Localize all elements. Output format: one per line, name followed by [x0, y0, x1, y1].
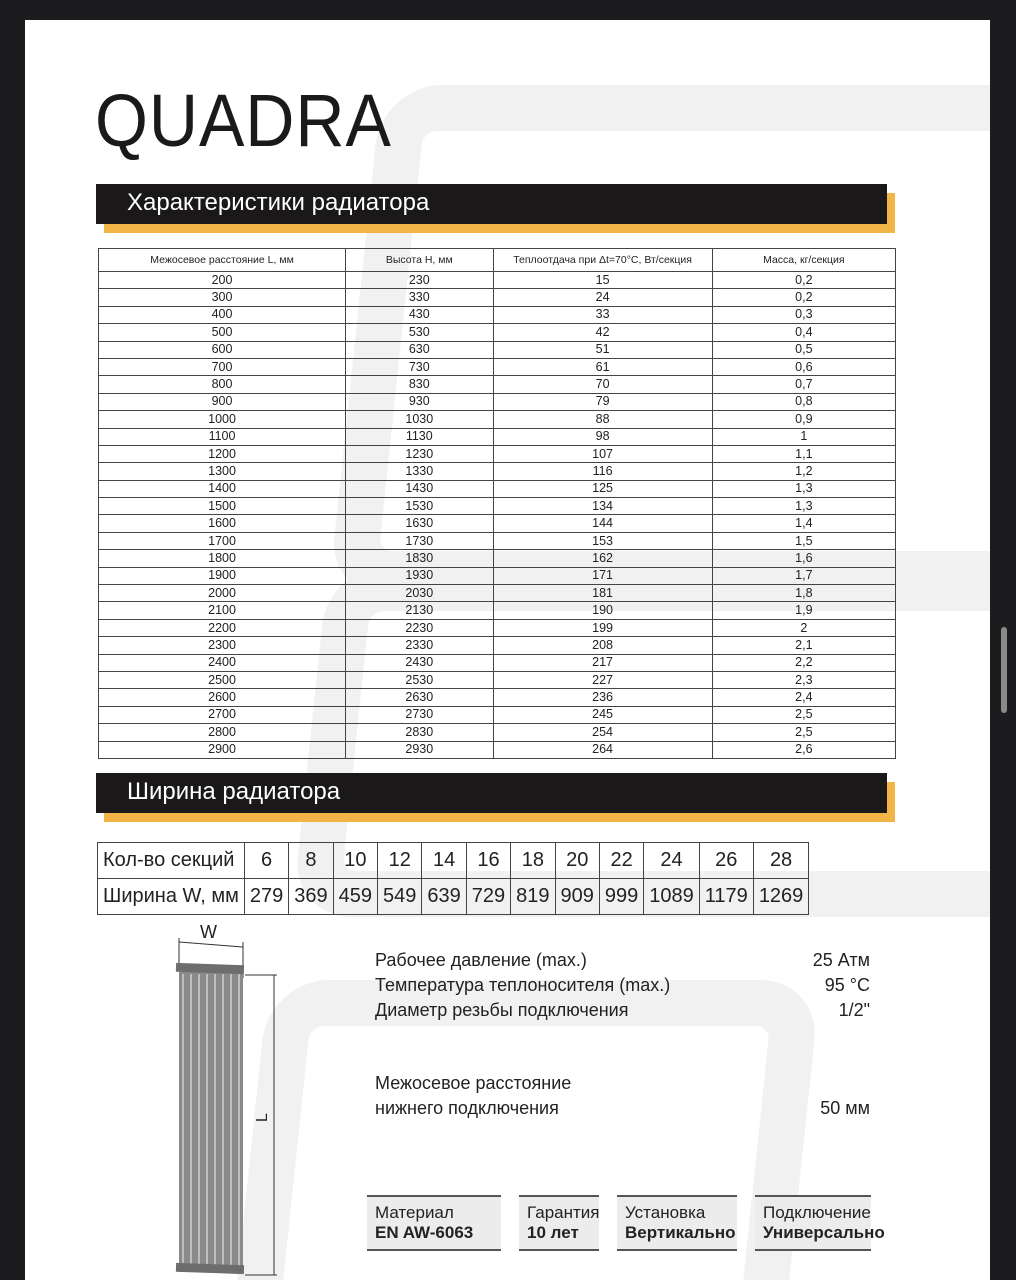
table-cell: 1900 — [99, 567, 346, 584]
section-heading: Ширина радиатора — [96, 773, 887, 813]
sections-cell: 16 — [466, 843, 510, 879]
width-cell: 369 — [289, 879, 333, 915]
footer-value: Универсально — [763, 1223, 885, 1242]
sections-cell: 26 — [699, 843, 753, 879]
spec-label: Межосевое расстояние — [375, 1073, 572, 1093]
table-cell: 79 — [493, 393, 712, 410]
table-cell: 2530 — [346, 671, 493, 688]
table-row — [99, 324, 896, 341]
spec-label: Рабочее давление (max.) — [375, 950, 587, 970]
table-row — [99, 445, 896, 462]
table-cell: 2830 — [346, 724, 493, 741]
spec-value: 50 мм — [820, 1098, 870, 1118]
footer-label: Гарантия — [527, 1203, 600, 1222]
sections-cell: 14 — [422, 843, 466, 879]
footer-value: Вертикально — [625, 1223, 736, 1242]
table-cell: 33 — [493, 306, 712, 323]
width-cell: 819 — [511, 879, 555, 915]
table-row — [99, 654, 896, 671]
table-cell: 181 — [493, 585, 712, 602]
table-row — [99, 689, 896, 706]
table-cell: 144 — [493, 515, 712, 532]
table-row — [99, 272, 896, 289]
table-cell: 24 — [493, 289, 712, 306]
sections-cell: 6 — [244, 843, 288, 879]
table-cell: 2 — [712, 619, 895, 636]
table-cell: 2400 — [99, 654, 346, 671]
table-cell: 0,7 — [712, 376, 895, 393]
spec-row — [375, 1096, 870, 1121]
section-heading: Характеристики радиатора — [96, 184, 887, 224]
table-cell: 1530 — [346, 498, 493, 515]
table-cell: 2,5 — [712, 724, 895, 741]
table-cell: 300 — [99, 289, 346, 306]
footer-value: 10 лет — [527, 1223, 579, 1242]
table-cell: 107 — [493, 445, 712, 462]
table-row — [99, 602, 896, 619]
table-cell: 0,8 — [712, 393, 895, 410]
table-cell: 2230 — [346, 619, 493, 636]
footer-label: Материал — [375, 1203, 454, 1222]
footer-value: EN AW-6063 — [375, 1223, 474, 1242]
table-cell: 0,5 — [712, 341, 895, 358]
sections-cell: 8 — [289, 843, 333, 879]
footer-installation — [617, 1195, 737, 1251]
table-row — [99, 532, 896, 549]
table-cell: 0,6 — [712, 358, 895, 375]
table-cell: 1,3 — [712, 480, 895, 497]
sections-cell: 18 — [511, 843, 555, 879]
scrollbar-thumb[interactable] — [1001, 627, 1007, 713]
table-cell: 2630 — [346, 689, 493, 706]
footer-label: Установка — [625, 1203, 706, 1222]
width-dimension-label: W — [200, 922, 217, 942]
table-cell: 1030 — [346, 411, 493, 428]
table-cell: 930 — [346, 393, 493, 410]
table-cell: 1,2 — [712, 463, 895, 480]
spec-row — [375, 973, 870, 998]
table-cell: 0,4 — [712, 324, 895, 341]
sections-cell: 12 — [378, 843, 422, 879]
sections-cell: 10 — [333, 843, 377, 879]
table-cell: 2,2 — [712, 654, 895, 671]
footer-warranty — [519, 1195, 599, 1251]
width-cell: 549 — [378, 879, 422, 915]
footer-label: Подключение — [763, 1203, 871, 1222]
table-row — [99, 393, 896, 410]
table-cell: 1,4 — [712, 515, 895, 532]
table-cell: 630 — [346, 341, 493, 358]
table-cell: 2500 — [99, 671, 346, 688]
table-cell: 2800 — [99, 724, 346, 741]
table-cell: 125 — [493, 480, 712, 497]
table-row — [99, 567, 896, 584]
radiator-diagram — [155, 920, 295, 1280]
table-cell: 1100 — [99, 428, 346, 445]
table-row — [99, 550, 896, 567]
table-cell: 900 — [99, 393, 346, 410]
table-cell: 1700 — [99, 532, 346, 549]
table-cell: 153 — [493, 532, 712, 549]
table-row — [99, 671, 896, 688]
column-header: Высота H, мм — [346, 249, 493, 272]
spec-label: Температура теплоносителя (max.) — [375, 975, 671, 995]
row-label: Ширина W, мм — [98, 879, 245, 915]
table-cell: 1130 — [346, 428, 493, 445]
table-cell: 200 — [99, 272, 346, 289]
table-cell: 530 — [346, 324, 493, 341]
table-cell: 2300 — [99, 637, 346, 654]
footer-material — [367, 1195, 501, 1251]
table-cell: 1 — [712, 428, 895, 445]
table-cell: 116 — [493, 463, 712, 480]
table-cell: 88 — [493, 411, 712, 428]
table-cell: 2000 — [99, 585, 346, 602]
table-cell: 1730 — [346, 532, 493, 549]
table-row — [99, 376, 896, 393]
table-cell: 264 — [493, 741, 712, 758]
width-cell: 729 — [466, 879, 510, 915]
width-cell: 1089 — [644, 879, 700, 915]
table-cell: 730 — [346, 358, 493, 375]
table-cell: 199 — [493, 619, 712, 636]
table-cell: 800 — [99, 376, 346, 393]
table-row — [99, 358, 896, 375]
table-cell: 1500 — [99, 498, 346, 515]
table-cell: 1830 — [346, 550, 493, 567]
table-cell: 1600 — [99, 515, 346, 532]
table-row — [99, 706, 896, 723]
table-row — [99, 585, 896, 602]
table-cell: 15 — [493, 272, 712, 289]
table-cell: 230 — [346, 272, 493, 289]
sections-cell: 28 — [753, 843, 809, 879]
table-cell: 2200 — [99, 619, 346, 636]
table-cell: 51 — [493, 341, 712, 358]
sections-cell: 24 — [644, 843, 700, 879]
table-cell: 1230 — [346, 445, 493, 462]
width-cell: 639 — [422, 879, 466, 915]
table-cell: 430 — [346, 306, 493, 323]
table-cell: 42 — [493, 324, 712, 341]
width-cell: 999 — [599, 879, 643, 915]
table-row — [99, 480, 896, 497]
footer-info — [367, 1195, 885, 1251]
table-cell: 190 — [493, 602, 712, 619]
technical-specs — [375, 948, 870, 1121]
spec-value: 95 °C — [824, 975, 870, 995]
table-cell: 1000 — [99, 411, 346, 428]
table-cell: 245 — [493, 706, 712, 723]
table-cell: 1,5 — [712, 532, 895, 549]
table-cell: 2100 — [99, 602, 346, 619]
table-cell: 0,2 — [712, 289, 895, 306]
table-cell: 830 — [346, 376, 493, 393]
table-row — [99, 515, 896, 532]
row-label: Кол-во секций — [98, 843, 245, 879]
width-cell: 1269 — [753, 879, 809, 915]
table-cell: 162 — [493, 550, 712, 567]
section-banner-characteristics — [96, 184, 887, 224]
table-cell: 1,6 — [712, 550, 895, 567]
table-cell: 134 — [493, 498, 712, 515]
table-cell: 2330 — [346, 637, 493, 654]
length-dimension-label: L — [254, 1113, 271, 1122]
table-cell: 1800 — [99, 550, 346, 567]
table-cell: 2,4 — [712, 689, 895, 706]
table-cell: 1300 — [99, 463, 346, 480]
table-cell: 1,8 — [712, 585, 895, 602]
table-cell: 1,1 — [712, 445, 895, 462]
spec-value: 1/2" — [838, 1000, 870, 1020]
table-row — [99, 341, 896, 358]
table-row — [99, 724, 896, 741]
table-row — [99, 428, 896, 445]
table-row — [99, 411, 896, 428]
table-cell: 1,7 — [712, 567, 895, 584]
table-cell: 600 — [99, 341, 346, 358]
radiator-body — [176, 963, 244, 1274]
table-cell: 1630 — [346, 515, 493, 532]
table-cell: 236 — [493, 689, 712, 706]
table-row — [99, 306, 896, 323]
table-cell: 254 — [493, 724, 712, 741]
width-cell: 1179 — [699, 879, 753, 915]
table-cell: 2730 — [346, 706, 493, 723]
column-header: Теплоотдача при Δt=70°C, Вт/секция — [493, 249, 712, 272]
document-page — [25, 20, 990, 1280]
footer-connection — [755, 1195, 885, 1251]
width-cell: 459 — [333, 879, 377, 915]
table-cell: 1400 — [99, 480, 346, 497]
table-cell: 208 — [493, 637, 712, 654]
sections-cell: 22 — [599, 843, 643, 879]
column-header: Масса, кг/секция — [712, 249, 895, 272]
table-cell: 2130 — [346, 602, 493, 619]
table-cell: 2,1 — [712, 637, 895, 654]
table-cell: 0,2 — [712, 272, 895, 289]
table-cell: 98 — [493, 428, 712, 445]
spec-row — [375, 1071, 870, 1096]
table-cell: 1330 — [346, 463, 493, 480]
table-row — [99, 498, 896, 515]
table-cell: 61 — [493, 358, 712, 375]
width-table — [97, 842, 809, 915]
table-cell: 500 — [99, 324, 346, 341]
table-cell: 2,3 — [712, 671, 895, 688]
section-banner-width — [96, 773, 887, 813]
table-cell: 0,9 — [712, 411, 895, 428]
table-cell: 2600 — [99, 689, 346, 706]
table-cell: 0,3 — [712, 306, 895, 323]
table-cell: 217 — [493, 654, 712, 671]
table-cell: 2930 — [346, 741, 493, 758]
table-row — [99, 637, 896, 654]
table-row — [99, 463, 896, 480]
table-cell: 1200 — [99, 445, 346, 462]
table-cell: 2,5 — [712, 706, 895, 723]
table-row — [99, 289, 896, 306]
table-cell: 1,9 — [712, 602, 895, 619]
spec-row — [375, 948, 870, 973]
table-cell: 2,6 — [712, 741, 895, 758]
spec-value: 25 Атм — [812, 950, 870, 970]
table-cell: 2700 — [99, 706, 346, 723]
spec-table — [98, 248, 896, 759]
table-row — [99, 619, 896, 636]
table-row — [99, 741, 896, 758]
spec-label: нижнего подключения — [375, 1098, 559, 1118]
table-cell: 400 — [99, 306, 346, 323]
table-cell: 1930 — [346, 567, 493, 584]
table-cell: 330 — [346, 289, 493, 306]
table-cell: 1430 — [346, 480, 493, 497]
column-header: Межосевое расстояние L, мм — [99, 249, 346, 272]
table-cell: 2430 — [346, 654, 493, 671]
table-cell: 227 — [493, 671, 712, 688]
width-cell: 279 — [244, 879, 288, 915]
table-cell: 171 — [493, 567, 712, 584]
spec-label: Диаметр резьбы подключения — [375, 1000, 629, 1020]
table-cell: 70 — [493, 376, 712, 393]
table-cell: 2030 — [346, 585, 493, 602]
table-cell: 700 — [99, 358, 346, 375]
table-cell: 2900 — [99, 741, 346, 758]
spec-row — [375, 998, 870, 1023]
sections-cell: 20 — [555, 843, 599, 879]
product-title: QUADRA — [95, 79, 392, 162]
table-cell: 1,3 — [712, 498, 895, 515]
width-cell: 909 — [555, 879, 599, 915]
